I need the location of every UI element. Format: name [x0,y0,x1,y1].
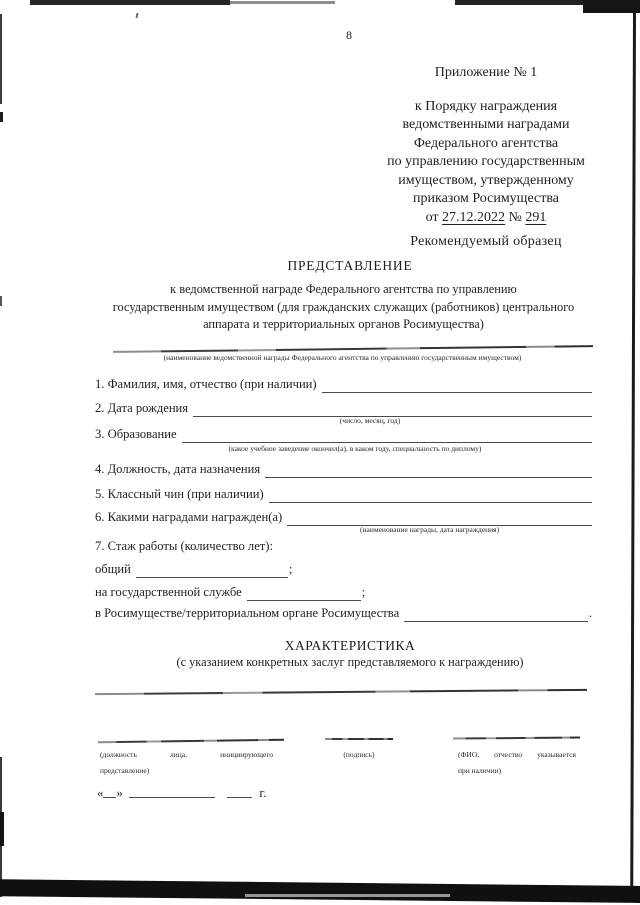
left-edge-artifact [0,296,2,306]
experience-row-rosimushchestvo [95,605,592,622]
appendix-line: к Порядку награждения [414,98,558,114]
date-day-blank [103,786,116,798]
field-row-class-rank [95,486,592,503]
punctuation: . [588,606,592,620]
appendix-line: по управлению государственным [387,154,585,169]
field-label: 4. Должность, дата назначения [95,462,261,476]
left-edge-artifact [0,812,4,846]
characteristic-subtitle: (с указанием конкретных заслуг представляемого к награждению) [176,655,524,669]
page-number: 8 [346,28,352,42]
signature-position-caption [100,747,273,778]
number-sign: № [508,209,522,225]
field-row-awards [95,509,592,526]
fill-in-line [404,609,588,622]
sample-note: Рекомендуемый образец [410,234,562,249]
order-number: 291 [525,209,547,225]
experience-label: общий [95,562,131,576]
top-edge-artifact [230,1,335,4]
field-label: 1. Фамилия, имя, отчество (при наличии) [95,377,317,391]
field-row-experience-header [95,538,592,555]
field-row-position [95,461,592,478]
signature-position-caption-line: представление) [100,765,150,775]
left-edge-artifact [0,112,3,122]
characteristic-title: ХАРАКТЕРИСТИКА [284,638,416,653]
experience-label: на государственной службе [95,585,242,599]
field-label: 5. Классный чин (при наличии) [95,487,264,501]
order-date: 27.12.2022 [442,209,506,225]
appendix-block [378,64,594,252]
close-quote: » [116,786,123,800]
field-caption-birthdate: (число, месяц, год) [339,416,401,425]
order-reference-line [378,209,594,228]
appendix-line: имуществом, утвержденному [398,172,574,188]
signature-name-line [453,736,580,739]
fill-in-line [182,430,592,443]
bottom-edge-artifact [0,879,640,903]
form-subtitle-line: к ведомственной награде Федерального агентства по управлению [170,282,517,296]
top-right-corner-artifact [583,0,640,13]
top-edge-artifact [30,0,230,5]
order-prefix: от [425,209,439,225]
award-name-caption: (наименование ведомственной награды Федерального агентства по управлению государственным имуществом) [163,353,522,362]
signature-name-caption-line: (ФИО, отчество указывается [458,750,576,759]
fill-in-line [322,380,592,393]
form-subtitle [95,281,592,334]
field-label: 2. Дата рождения [95,401,189,415]
field-label: 6. Какими наградами награжден(а) [95,510,283,524]
signature-position-caption-line: (должность лица, инициирующего [100,750,273,759]
experience-label: в Росимуществе/территориальном органе Росимущества [95,606,400,620]
field-label: 7. Стаж работы (количество лет): [95,539,273,553]
field-row-birthdate [95,400,592,417]
year-suffix: г. [259,786,267,800]
date-year-blank [227,786,252,798]
field-row-education [95,426,592,443]
punctuation: ; [288,562,293,576]
appendix-title: Приложение № 1 [434,65,538,80]
fill-in-line [265,465,592,478]
fill-in-line [247,588,361,601]
speck-artifact [136,13,139,18]
fill-in-line [269,490,592,503]
fill-in-line [136,565,288,578]
top-edge-artifact [455,0,583,5]
punctuation: ; [361,585,366,599]
field-caption-education: (какое учебное заведение окончил(а), в каком году, специальность по диплому) [228,444,482,453]
left-edge-artifact [0,14,2,104]
experience-row-civil-service [95,584,592,601]
appendix-line: ведомственными наградами [402,117,570,132]
award-name-line [113,345,593,353]
signature-name-caption-line: при наличии) [458,765,502,775]
date-month-blank [129,786,215,798]
appendix-line: Федерального агентства [413,135,559,151]
appendix-line: приказом Росимущества [413,191,559,206]
signature-name-caption [458,747,576,778]
signature-sign-caption: (подпись) [343,750,375,759]
right-edge-artifact [630,13,635,890]
characteristic-line [95,689,587,695]
field-row-name [95,376,592,393]
field-caption-awards: (наименование награды, дата награждения) [360,525,500,534]
signature-sign-line [325,738,393,740]
bottom-edge-artifact [245,894,450,897]
field-label: 3. Образование [95,427,177,441]
date-line [97,786,266,801]
form-subtitle-line: аппарата и территориальных органов Росимущества) [203,317,484,331]
form-subtitle-line: государственным имуществом (для гражданских служащих (работников) центрального [112,299,575,314]
experience-row-total [95,561,592,578]
form-title: ПРЕДСТАВЛЕНИЕ [287,258,413,273]
open-quote: « [97,786,104,800]
signature-position-line [98,739,284,744]
appendix-lines [378,98,594,228]
